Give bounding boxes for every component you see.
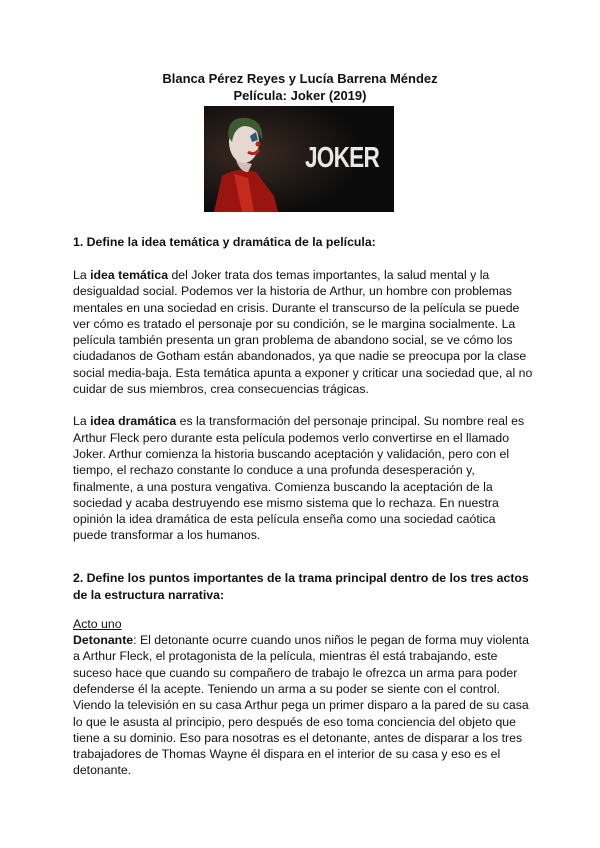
section1-heading: 1. Define la idea temática y dramática de la película: <box>73 235 376 249</box>
section2-heading: 2. Define los puntos importantes de la trama principal dentro de los tres actos de la estructura narrativa: <box>73 570 529 602</box>
dramatic-idea-term: idea dramática <box>90 414 177 429</box>
document-body <box>73 234 533 795</box>
document-header <box>0 70 600 104</box>
joker-poster-image <box>204 106 394 212</box>
act-one-title: Acto uno <box>73 616 122 631</box>
dramatic-idea-paragraph <box>73 413 533 543</box>
section-spacer <box>73 560 533 570</box>
act-one-paragraph <box>73 616 533 779</box>
joker-logo-text: JOKER <box>305 142 380 174</box>
trigger-term: Detonante <box>73 633 134 648</box>
thematic-idea-term: idea temática <box>90 268 169 282</box>
paragraph-body: : El detonante ocurre cuando unos niños le pegan de forma muy violenta a Arthur Fleck, el protagonista de la película, mientras él está trabajando, este suceso hace que cuando su compañero de trabajo le ofrezca un arma para poder defenderse él la acepte. Teniendo un arma a su poder se siente con el control. Viendo la televisión en su casa Arthur pega un primer disparo a la pared de su casa lo que le asusta al principio, pero después de eso toma conciencia del objeto que tiene a su dominio. Eso para nosotras es el detonante, antes de disparar a los tres trabajadores de Thomas Wayne él dispara en el interior de su casa y eso es el detonante. <box>73 633 529 778</box>
paragraph-body: es la transformación del personaje principal. Su nombre real es Arthur Fleck pero durante esta película podemos verlo convertirse en el llamado Joker. Arthur comienza la historia buscando aceptación y validación, pero con el tiempo, el rechazo constante lo conduce a una profunda desesperación y, finalmente, a una postura vengativa. Comienza buscando la aceptación de la sociedad y acaba destruyendo ese mismo sistema que lo rechaza. En nuestra opinión la idea dramática de esta película enseña como una sociedad caótica puede transformar a los humanos. <box>73 414 525 543</box>
paragraph-intro: La <box>73 414 91 429</box>
paragraph-intro: La <box>73 268 91 282</box>
paragraph-body: del Joker trata dos temas importantes, la salud mental y la desigualdad social. Podemos ver la historia de Arthur, un hombre con problemas mentales en una sociedad en crisis. Durante el transcurso de la película se puede ver cómo es tratado el personaje por su condición, se le margina socialmente. La película también presenta un gran problema de abandono social, se ve cómo los ciudadanos de Gotham están abandonados, ya que nadie se preocupa por la clase social media-baja. Esta temática apunta a exponer y criticar una sociedad que, al no cuidar de sus miembros, crea consecuencias trágicas. <box>73 268 533 397</box>
authors-line: Blanca Pérez Reyes y Lucía Barrena Méndez <box>162 71 438 86</box>
thematic-idea-paragraph <box>73 267 533 397</box>
film-title: Película: Joker (2019) <box>233 88 367 103</box>
